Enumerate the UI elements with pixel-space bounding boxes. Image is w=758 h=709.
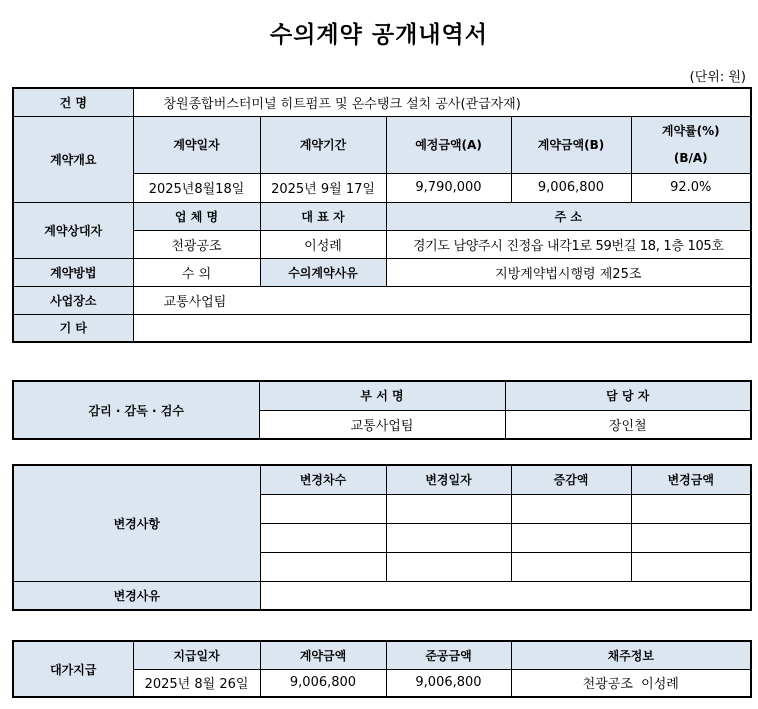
change-cell bbox=[260, 552, 386, 581]
contract-date-header: 계약일자 bbox=[133, 116, 260, 173]
department-value: 교통사업팀 bbox=[259, 410, 505, 439]
manager-header: 담 당 자 bbox=[505, 381, 751, 410]
counterparty-label: 계약상대자 bbox=[13, 202, 133, 258]
contract-rate-header-line2: (B/A) bbox=[673, 150, 708, 165]
change-cell bbox=[260, 494, 386, 523]
address-header: 주 소 bbox=[386, 202, 751, 230]
unit-note: (단위: 원) bbox=[689, 70, 746, 85]
contract-table bbox=[12, 87, 752, 343]
reason-label: 수의계약사유 bbox=[260, 258, 386, 286]
representative-header: 대 표 자 bbox=[260, 202, 386, 230]
contract-rate-header bbox=[631, 116, 751, 173]
creditor-info-value: 천광공조 이성례 bbox=[511, 669, 751, 697]
change-round-header: 변경차수 bbox=[260, 465, 386, 494]
supervision-table bbox=[12, 380, 752, 440]
project-name: 창원종합버스터미널 히트펌프 및 온수탱크 설치 공사(관급자재) bbox=[133, 88, 751, 116]
supervision-label: 감리 · 감독 · 검수 bbox=[13, 381, 259, 439]
payment-date-value: 2025년 8월 26일 bbox=[133, 669, 260, 697]
payment-table bbox=[12, 640, 752, 698]
change-cell bbox=[631, 523, 751, 552]
creditor-info-header: 채주정보 bbox=[511, 641, 751, 669]
contract-amount-value: 9,006,800 bbox=[511, 173, 631, 202]
site-value: 교통사업팀 bbox=[133, 286, 751, 314]
method-value: 수 의 bbox=[133, 258, 260, 286]
payment-label: 대가지급 bbox=[13, 641, 133, 697]
contract-period-value: 2025년 9월 17일 bbox=[260, 173, 386, 202]
etc-value bbox=[133, 314, 751, 342]
change-cell bbox=[511, 523, 631, 552]
payment-completion-amount-header: 준공금액 bbox=[386, 641, 511, 669]
manager-value: 장인철 bbox=[505, 410, 751, 439]
contract-date-value: 2025년8월18일 bbox=[133, 173, 260, 202]
payment-completion-amount-value: 9,006,800 bbox=[386, 669, 511, 697]
change-cell bbox=[386, 494, 511, 523]
contract-period-header: 계약기간 bbox=[260, 116, 386, 173]
payment-contract-amount-header: 계약금액 bbox=[260, 641, 386, 669]
document-title: 수의계약 공개내역서 bbox=[270, 22, 488, 48]
contract-amount-header: 계약금액(B) bbox=[511, 116, 631, 173]
overview-label: 계약개요 bbox=[13, 116, 133, 202]
project-label: 건 명 bbox=[13, 88, 133, 116]
change-cell bbox=[386, 552, 511, 581]
change-cell bbox=[511, 552, 631, 581]
address-value: 경기도 남양주시 진정읍 내각1로 59번길 18, 1층 105호 bbox=[386, 230, 751, 258]
change-cell bbox=[511, 494, 631, 523]
changes-table bbox=[12, 464, 752, 611]
change-cell bbox=[386, 523, 511, 552]
contract-rate-value: 92.0% bbox=[631, 173, 751, 202]
reason-value: 지방계약법시행령 제25조 bbox=[386, 258, 751, 286]
company-header: 업 체 명 bbox=[133, 202, 260, 230]
method-label: 계약방법 bbox=[13, 258, 133, 286]
payment-contract-amount-value: 9,006,800 bbox=[260, 669, 386, 697]
change-reason-label: 변경사유 bbox=[13, 581, 260, 610]
estimated-amount-value: 9,790,000 bbox=[386, 173, 511, 202]
change-amount-header: 변경금액 bbox=[631, 465, 751, 494]
estimated-amount-header: 예정금액(A) bbox=[386, 116, 511, 173]
etc-label: 기 타 bbox=[13, 314, 133, 342]
department-header: 부 서 명 bbox=[259, 381, 505, 410]
representative-value: 이성례 bbox=[260, 230, 386, 258]
site-label: 사업장소 bbox=[13, 286, 133, 314]
change-reason-value bbox=[260, 581, 751, 610]
change-cell bbox=[631, 552, 751, 581]
change-date-header: 변경일자 bbox=[386, 465, 511, 494]
payment-date-header: 지급일자 bbox=[133, 641, 260, 669]
change-cell bbox=[631, 494, 751, 523]
change-cell bbox=[260, 523, 386, 552]
contract-rate-header-line1: 계약률(%) bbox=[661, 123, 720, 138]
changes-label: 변경사항 bbox=[13, 465, 260, 581]
company-value: 천광공조 bbox=[133, 230, 260, 258]
change-diff-header: 증감액 bbox=[511, 465, 631, 494]
